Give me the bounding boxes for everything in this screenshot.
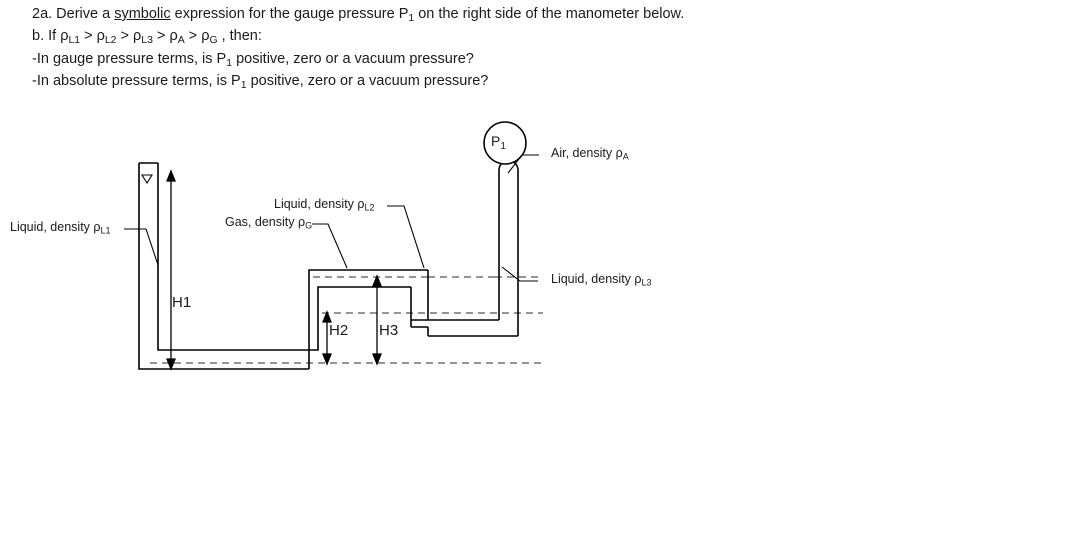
leader-liquid-l2 (387, 206, 424, 268)
question-line-2-suffix: , then: (217, 28, 262, 45)
question-text-block (32, 4, 752, 93)
rho-l2: $\rho_{L2}$ (96, 28, 117, 47)
label-liquid-l2-text: Liquid, density ρ (274, 197, 365, 211)
label-gas-g-sub: G (305, 220, 313, 231)
rho-a: $\rho_A$ (169, 28, 185, 47)
label-gas-g-text: Gas, density ρ (225, 215, 306, 229)
question-line-3-b: positive, zero or a vacuum pressure? (232, 50, 474, 67)
label-air-a (551, 146, 629, 162)
leader-liquid-l3 (502, 267, 538, 281)
manometer-drawing (0, 95, 1092, 425)
pressure-bulb-label (491, 133, 506, 152)
leader-gas-g (312, 224, 347, 268)
label-liquid-l3-sub: L3 (641, 277, 652, 288)
label-liquid-l2 (274, 197, 375, 213)
rho-l3: $\rho_{L3}$ (133, 28, 153, 47)
height-label-h2: H2 (329, 322, 349, 339)
question-line-4-b: positive, zero or a vacuum pressure? (246, 73, 489, 90)
label-liquid-l1-text: Liquid, density ρ (10, 220, 101, 234)
question-line-1-pre: 2a. Derive a (32, 6, 115, 22)
tube-outline-left (139, 163, 309, 369)
height-label-h3: H3 (379, 322, 399, 339)
tube-left-outer-wall (139, 163, 309, 369)
dimension-arrow-h3 (373, 276, 381, 364)
pressure-subscript: 1 (500, 140, 506, 152)
question-line-1-subscript: 1 (408, 12, 415, 24)
question-line-4-subscript: 1 (240, 80, 247, 91)
question-line-4-a: -In absolute pressure terms, is P (32, 73, 241, 90)
height-label-h1: H1 (172, 294, 192, 311)
leader-liquid-l1 (124, 229, 158, 265)
rho-l1: $\rho_{L1}$ (60, 28, 81, 47)
pressure-symbol: P (491, 133, 501, 149)
label-air-a-sub: A (622, 151, 629, 162)
dimension-arrow-h1 (167, 171, 175, 369)
question-line-4 (32, 71, 752, 93)
question-line-3-subscript: 1 (226, 57, 233, 69)
tube-outline-lower-right (411, 320, 518, 336)
label-gas-g (225, 215, 312, 231)
label-liquid-l2-sub: L2 (364, 202, 375, 213)
free-surface-marker (139, 163, 158, 183)
tube-outline-right-riser (499, 161, 518, 337)
question-line-1 (32, 4, 752, 26)
manometer-diagram (0, 95, 1092, 425)
rho-g: $\rho_G$ (201, 28, 218, 47)
question-line-3-a: -In gauge pressure terms, is P (32, 50, 227, 67)
label-liquid-l1 (10, 220, 111, 236)
question-line-1-post-b: on the right side of the manometer below. (414, 6, 685, 22)
question-line-3 (32, 49, 752, 71)
label-leader-lines (124, 155, 539, 281)
question-line-1-post-a: expression for the gauge pressure P (170, 6, 409, 22)
label-liquid-l3 (551, 272, 652, 288)
tube-left-inner-wall (158, 163, 309, 350)
label-liquid-l3-text: Liquid, density ρ (551, 272, 642, 286)
label-air-a-text: Air, density ρ (551, 146, 623, 160)
label-liquid-l1-sub: L1 (100, 225, 111, 236)
question-line-2: b. If $\rho_{L1} > \rho_{L2} > \rho_{L3} > \rho_A > \rho_G$ , then: (32, 28, 262, 47)
question-line-2-prefix: b. If (32, 28, 61, 45)
question-line-1-underlined: symbolic (114, 6, 171, 22)
